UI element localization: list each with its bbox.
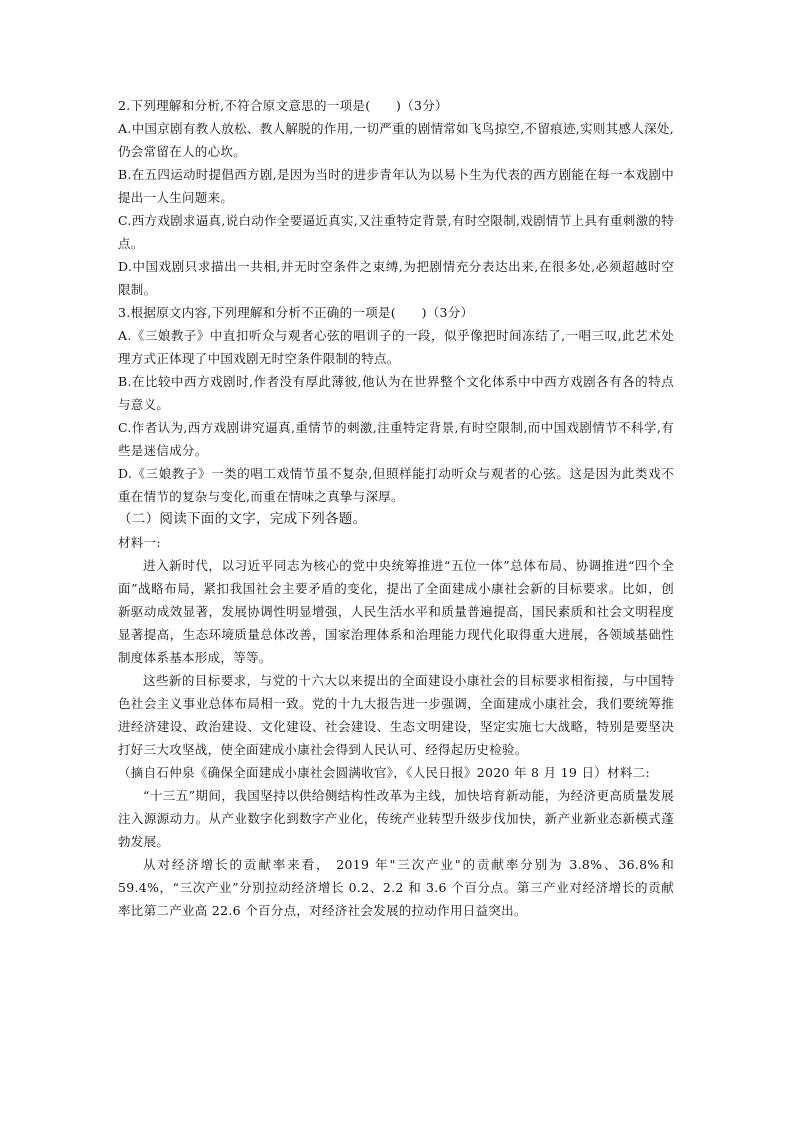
material2-paragraph: 从对经济增长的贡献率来看， 2019 年"三次产业"的贡献率分别为 3.8%、36.8%和 59.4%，“三次产业”分别拉动经济增长 0.2、2.2 和 3.6 个百分点。第三产业对经济增长的贡献率比第二产业高 22.6 个百分点，对经济社会发展的拉动作用日益突出。 (118, 857, 674, 918)
question-2 (118, 94, 674, 301)
source-citation: （摘自石仲泉《确保全面建成小康社会圆满收官》，《人民日报》2020 年 8 月 19 日）材料二: (118, 765, 650, 780)
question-stem: 3.根据原文内容,下列理解和分析不正确的一项是( )（3分） (118, 305, 474, 320)
option-a: A.中国京剧有教人放松、教人解脱的作用,一切严重的剧情常如飞鸟掠空,不留痕迹,实则其感人深处,仍会常留在人的心坎。 (118, 121, 674, 159)
option-d: D.中国戏剧只求描出一共相,并无时空条件之束缚,为把剧情充分表达出来,在很多处,必须超越时空限制。 (118, 259, 674, 297)
section-heading: （二）阅读下面的文字，完成下列各题。 (118, 511, 367, 527)
option-c: C.西方戏剧求逼真,说白动作全要逼近真实,又注重特定背景,有时空限制,戏剧情节上具有重刺激的特点。 (118, 213, 674, 251)
document-content (118, 94, 674, 922)
material1-paragraph: 进入新时代，以习近平同志为核心的党中央统筹推进“五位一体”总体布局、协调推进“四个全面”战略布局，紧扣我国社会主要矛盾的变化，提出了全面建成小康社会新的目标要求。比如，创新驱动成效显著，发展协调性明显增强，人民生活水平和质量普遍提高，国民素质和社会文明程度显著提高，生态环境质量总体改善，国家治理体系和治理能力现代化取得重大进展，各领域基础性制度体系基本形成，等等。 (118, 558, 674, 665)
option-c: C.作者认为,西方戏剧讲究逼真,重情节的刺激,注重特定背景,有时空限制,而中国戏剧情节不科学,有些是迷信成分。 (118, 420, 674, 458)
option-b: B.在比较中西方戏剧时,作者没有厚此薄彼,他认为在世界整个文化体系中中西方戏剧各有各的特点与意义。 (118, 374, 674, 412)
option-a: A.《三娘教子》中直扣听众与观者心弦的唱训子的一段，似乎像把时间冻结了,一唱三叹,此艺术处理方式正体现了中国戏剧无时空条件限制的特点。 (118, 328, 674, 366)
question-3 (118, 301, 674, 508)
material1-label: 材料一: (118, 535, 161, 550)
option-d: D.《三娘教子》一类的唱工戏情节虽不复杂,但照样能打动听众与观者的心弦。这是因为此类戏不重在情节的复杂与变化,而重在情味之真挚与深厚。 (118, 466, 674, 504)
question-stem: 2.下列理解和分析,不符合原文意思的一项是( )（3分） (118, 98, 448, 113)
material2-paragraph: “十三五”期间，我国坚持以供给侧结构性改革为主线，加快培育新动能，为经济更高质量发展注入源源动力。从产业数字化到数字产业化，传统产业转型升级步伐加快，新产业新业态新模式蓬勃发展。 (118, 788, 674, 849)
material1-paragraph: 这些新的目标要求，与党的十六大以来提出的全面建设小康社会的目标要求相衔接，与中国特色社会主义事业总体布局相一致。党的十九大报告进一步强调，全面建成小康社会，我们要统筹推进经济建设、政治建设、文化建设、社会建设、生态文明建设，坚定实施七大战略，特别是要坚决打好三大攻坚战，使全面建成小康社会得到人民认可、经得起历史检验。 (118, 673, 674, 757)
option-b: B.在五四运动时提倡西方剧,是因为当时的进步青年认为以易卜生为代表的西方剧能在每一本戏剧中提出一人生问题来。 (118, 167, 674, 205)
